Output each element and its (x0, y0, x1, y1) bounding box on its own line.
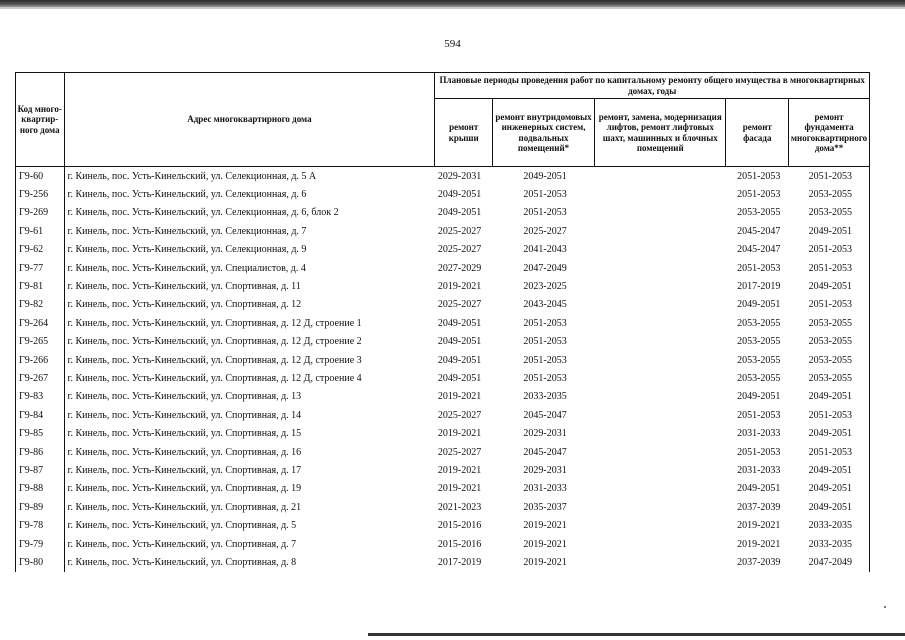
cell-address: г. Кинель, пос. Усть-Кинельский, ул. Спортивная, д. 7 (67, 538, 297, 550)
cell-internal-systems: 2051-2053 (523, 317, 567, 329)
cell-roof: 2015-2016 (437, 538, 482, 550)
cell-roof: 2025-2027 (437, 446, 482, 458)
cell-code: Г9-84 (16, 406, 65, 424)
cell-facade: 2049-2051 (737, 299, 781, 311)
header-elevators: ремонт, замена, модернизация лифтов, ремонт лифтовых шахт, машинных и блочных помещений (595, 99, 726, 167)
cell-code: Г9-264 (16, 314, 65, 332)
cell-foundation: 2033-2035 (789, 516, 870, 534)
cell-code: Г9-79 (16, 535, 65, 553)
cell-address: г. Кинель, пос. Усть-Кинельский, ул. Спортивная, д. 21 (67, 501, 302, 513)
cell-roof: 2015-2016 (437, 520, 482, 532)
cell-roof: 2049-2051 (437, 372, 482, 384)
cell-facade: 2053-2055 (737, 336, 781, 348)
cell-code: Г9-78 (16, 516, 65, 534)
cell-foundation: 2049-2051 (789, 498, 870, 516)
cell-foundation: 2053-2055 (789, 314, 870, 332)
cell-elevators (595, 535, 726, 553)
cell-facade: 2053-2055 (737, 317, 781, 329)
cell-address: г. Кинель, пос. Усть-Кинельский, ул. Спортивная, д. 11 (67, 281, 301, 293)
cell-roof: 2019-2021 (437, 281, 482, 293)
cell-address: г. Кинель, пос. Усть-Кинельский, ул. Специалистов, д. 4 (67, 262, 306, 274)
cell-foundation: 2051-2053 (789, 296, 870, 314)
cell-internal-systems: 2051-2053 (523, 207, 567, 219)
cell-code: Г9-83 (16, 388, 65, 406)
cell-address: г. Кинель, пос. Усть-Кинельский, ул. Спортивная, д. 5 (67, 520, 297, 532)
header-planned-periods: Плановые периоды проведения работ по капитальному ремонту общего имущества в многоквартирных домах, годы (435, 73, 870, 99)
table-row (16, 535, 870, 553)
cell-roof: 2049-2051 (437, 354, 482, 366)
table-row (16, 388, 870, 406)
cell-elevators (595, 424, 726, 442)
cell-code: Г9-267 (16, 369, 65, 387)
cell-roof: 2017-2019 (437, 556, 482, 568)
table-row (16, 443, 870, 461)
cell-elevators (595, 314, 726, 332)
cell-foundation: 2053-2055 (789, 185, 870, 203)
cell-elevators (595, 369, 726, 387)
table-row (16, 480, 870, 498)
cell-roof: 2049-2051 (437, 336, 482, 348)
cell-roof: 2019-2021 (437, 428, 482, 440)
cell-internal-systems: 2049-2051 (523, 170, 567, 182)
cell-facade: 2051-2053 (737, 170, 781, 182)
cell-elevators (595, 204, 726, 222)
cell-facade: 2053-2055 (737, 354, 781, 366)
cell-internal-systems: 2051-2053 (523, 354, 567, 366)
cell-facade: 2017-2019 (737, 281, 781, 293)
cell-elevators (595, 241, 726, 259)
cell-foundation: 2049-2051 (789, 222, 870, 240)
cell-internal-systems: 2035-2037 (523, 501, 567, 513)
cell-internal-systems: 2051-2053 (523, 372, 567, 384)
cell-address: г. Кинель, пос. Усть-Кинельский, ул. Спортивная, д. 17 (67, 464, 302, 476)
cell-address: г. Кинель, пос. Усть-Кинельский, ул. Спортивная, д. 14 (67, 409, 302, 421)
cell-foundation: 2051-2053 (789, 443, 870, 461)
cell-facade: 2045-2047 (737, 244, 781, 256)
cell-code: Г9-266 (16, 351, 65, 369)
cell-code: Г9-61 (16, 222, 65, 240)
cell-internal-systems: 2043-2045 (523, 299, 567, 311)
cell-code: Г9-87 (16, 461, 65, 479)
cell-address: г. Кинель, пос. Усть-Кинельский, ул. Спортивная, д. 12 Д, строение 1 (67, 317, 362, 329)
capital-repair-table (15, 72, 870, 572)
cell-foundation: 2049-2051 (789, 388, 870, 406)
cell-roof: 2049-2051 (437, 317, 482, 329)
cell-internal-systems: 2051-2053 (523, 189, 567, 201)
cell-code: Г9-89 (16, 498, 65, 516)
cell-address: г. Кинель, пос. Усть-Кинельский, ул. Спортивная, д. 12 (67, 299, 302, 311)
table-row (16, 222, 870, 240)
cell-facade: 2051-2053 (737, 409, 781, 421)
cell-internal-systems: 2019-2021 (523, 556, 567, 568)
cell-facade: 2019-2021 (737, 520, 781, 532)
cell-roof: 2025-2027 (437, 299, 482, 311)
cell-facade: 2051-2053 (737, 189, 781, 201)
cell-internal-systems: 2019-2021 (523, 538, 567, 550)
cell-facade: 2031-2033 (737, 464, 781, 476)
table-row (16, 204, 870, 222)
cell-internal-systems: 2045-2047 (523, 409, 567, 421)
cell-internal-systems: 2051-2053 (523, 336, 567, 348)
scan-edge-bottom (368, 633, 905, 636)
cell-code: Г9-62 (16, 241, 65, 259)
cell-facade: 2053-2055 (737, 372, 781, 384)
header-foundation: ремонт фундамента многоквартирного дома** (789, 99, 870, 167)
cell-address: г. Кинель, пос. Усть-Кинельский, ул. Спортивная, д. 16 (67, 446, 302, 458)
cell-elevators (595, 480, 726, 498)
cell-internal-systems: 2025-2027 (523, 225, 567, 237)
cell-roof: 2019-2021 (437, 464, 482, 476)
cell-roof: 2025-2027 (437, 409, 482, 421)
cell-address: г. Кинель, пос. Усть-Кинельский, ул. Спортивная, д. 8 (67, 556, 297, 568)
table-row (16, 241, 870, 259)
cell-elevators (595, 461, 726, 479)
table-row (16, 516, 870, 534)
cell-foundation: 2053-2055 (789, 204, 870, 222)
cell-internal-systems: 2045-2047 (523, 446, 567, 458)
cell-internal-systems: 2019-2021 (523, 520, 567, 532)
cell-facade: 2045-2047 (737, 225, 781, 237)
cell-code: Г9-88 (16, 480, 65, 498)
cell-code: Г9-60 (16, 167, 65, 186)
cell-address: г. Кинель, пос. Усть-Кинельский, ул. Селекционная, д. 7 (67, 225, 307, 237)
table-body (16, 167, 870, 572)
cell-foundation: 2049-2051 (789, 277, 870, 295)
cell-code: Г9-77 (16, 259, 65, 277)
cell-address: г. Кинель, пос. Усть-Кинельский, ул. Спортивная, д. 15 (67, 428, 302, 440)
cell-facade: 2037-2039 (737, 556, 781, 568)
table-row (16, 259, 870, 277)
cell-foundation: 2049-2051 (789, 480, 870, 498)
table-row (16, 369, 870, 387)
cell-address: г. Кинель, пос. Усть-Кинельский, ул. Спортивная, д. 12 Д, строение 3 (67, 354, 362, 366)
header-code: Код много-квартир-ного дома (16, 73, 65, 167)
cell-internal-systems: 2033-2035 (523, 391, 567, 403)
cell-address: г. Кинель, пос. Усть-Кинельский, ул. Спортивная, д. 19 (67, 483, 302, 495)
cell-roof: 2049-2051 (437, 189, 482, 201)
cell-roof: 2029-2031 (437, 170, 482, 182)
cell-roof: 2025-2027 (437, 225, 482, 237)
cell-code: Г9-256 (16, 185, 65, 203)
cell-roof: 2049-2051 (437, 207, 482, 219)
header-address: Адрес многоквартирного дома (64, 73, 435, 167)
cell-address: г. Кинель, пос. Усть-Кинельский, ул. Селекционная, д. 5 А (67, 170, 317, 182)
cell-code: Г9-269 (16, 204, 65, 222)
cell-elevators (595, 333, 726, 351)
cell-facade: 2049-2051 (737, 391, 781, 403)
page-number: 594 (444, 38, 461, 50)
scan-edge-top (0, 0, 905, 7)
cell-elevators (595, 351, 726, 369)
cell-internal-systems: 2029-2031 (523, 428, 567, 440)
cell-facade: 2053-2055 (737, 207, 781, 219)
cell-foundation: 2051-2053 (789, 406, 870, 424)
header-internal-systems: ремонт внутридомовых инженерных систем, подвальных помещений* (493, 99, 595, 167)
cell-code: Г9-265 (16, 333, 65, 351)
cell-address: г. Кинель, пос. Усть-Кинельский, ул. Спортивная, д. 13 (67, 391, 302, 403)
scan-speck (884, 606, 886, 608)
table-row (16, 553, 870, 571)
cell-address: г. Кинель, пос. Усть-Кинельский, ул. Селекционная, д. 6, блок 2 (67, 207, 339, 219)
table-row (16, 351, 870, 369)
cell-elevators (595, 259, 726, 277)
cell-facade: 2051-2053 (737, 446, 781, 458)
cell-elevators (595, 553, 726, 571)
cell-address: г. Кинель, пос. Усть-Кинельский, ул. Спортивная, д. 12 Д, строение 4 (67, 372, 362, 384)
cell-foundation: 2047-2049 (789, 553, 870, 571)
table-row (16, 406, 870, 424)
cell-code: Г9-86 (16, 443, 65, 461)
table-row (16, 167, 870, 186)
cell-address: г. Кинель, пос. Усть-Кинельский, ул. Селекционная, д. 6 (67, 189, 307, 201)
cell-elevators (595, 388, 726, 406)
cell-internal-systems: 2023-2025 (523, 281, 567, 293)
header-roof: ремонт крыши (435, 99, 493, 167)
cell-facade: 2049-2051 (737, 483, 781, 495)
cell-foundation: 2049-2051 (789, 424, 870, 442)
cell-foundation: 2051-2053 (789, 167, 870, 186)
cell-elevators (595, 516, 726, 534)
cell-elevators (595, 222, 726, 240)
cell-internal-systems: 2029-2031 (523, 464, 567, 476)
cell-foundation: 2049-2051 (789, 461, 870, 479)
cell-foundation: 2051-2053 (789, 259, 870, 277)
table-row (16, 277, 870, 295)
cell-roof: 2019-2021 (437, 391, 482, 403)
table-row (16, 461, 870, 479)
cell-code: Г9-80 (16, 553, 65, 571)
cell-code: Г9-85 (16, 424, 65, 442)
cell-roof: 2027-2029 (437, 262, 482, 274)
cell-foundation: 2033-2035 (789, 535, 870, 553)
cell-address: г. Кинель, пос. Усть-Кинельский, ул. Селекционная, д. 9 (67, 244, 307, 256)
cell-roof: 2021-2023 (437, 501, 482, 513)
cell-elevators (595, 443, 726, 461)
cell-code: Г9-81 (16, 277, 65, 295)
cell-foundation: 2053-2055 (789, 351, 870, 369)
table-row (16, 296, 870, 314)
cell-facade: 2019-2021 (737, 538, 781, 550)
cell-internal-systems: 2047-2049 (523, 262, 567, 274)
cell-foundation: 2051-2053 (789, 241, 870, 259)
cell-elevators (595, 296, 726, 314)
table-row (16, 424, 870, 442)
cell-roof: 2019-2021 (437, 483, 482, 495)
cell-elevators (595, 167, 726, 186)
cell-foundation: 2053-2055 (789, 369, 870, 387)
table-row (16, 498, 870, 516)
cell-elevators (595, 277, 726, 295)
cell-address: г. Кинель, пос. Усть-Кинельский, ул. Спортивная, д. 12 Д, строение 2 (67, 336, 362, 348)
cell-facade: 2037-2039 (737, 501, 781, 513)
cell-elevators (595, 185, 726, 203)
cell-internal-systems: 2041-2043 (523, 244, 567, 256)
header-facade: ремонт фасада (726, 99, 789, 167)
table-row (16, 314, 870, 332)
cell-facade: 2031-2033 (737, 428, 781, 440)
cell-foundation: 2053-2055 (789, 333, 870, 351)
cell-elevators (595, 406, 726, 424)
cell-facade: 2051-2053 (737, 262, 781, 274)
table-row (16, 333, 870, 351)
cell-internal-systems: 2031-2033 (523, 483, 567, 495)
cell-elevators (595, 498, 726, 516)
cell-roof: 2025-2027 (437, 244, 482, 256)
table-row (16, 185, 870, 203)
cell-code: Г9-82 (16, 296, 65, 314)
